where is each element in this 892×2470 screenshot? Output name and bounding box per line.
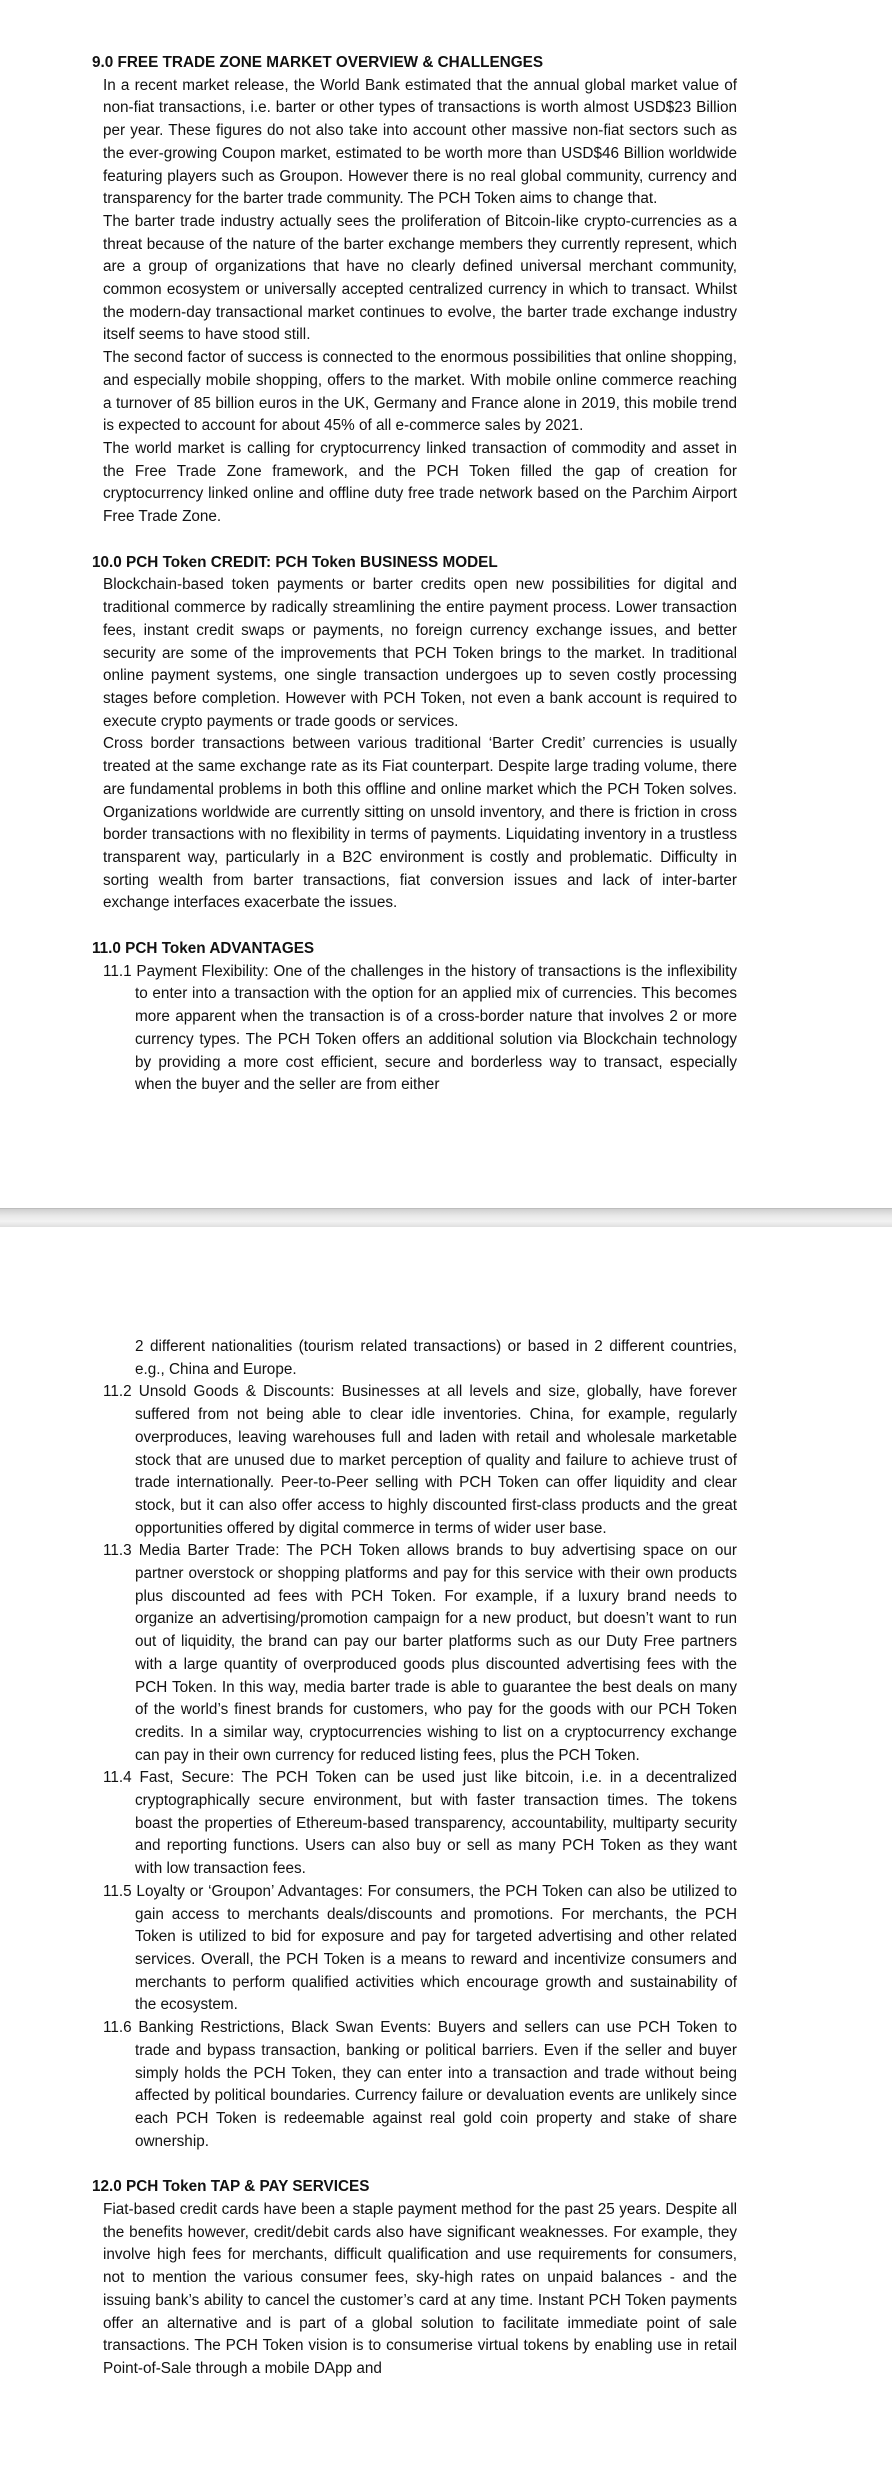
advantage-11-3: 11.3 Media Barter Trade: The PCH Token allows brands to buy advertising space on our partner overstock or shopping platforms and pay for this service with their own products plus discounted ad fees with PCH Token. For example, if a luxury brand needs to organize an advertising/promotion campaign for a new product, but doesn’t want to run out of liquidity, the brand can pay our barter platforms such as our Duty Free partners with a large quantity of overproduced goods plus discounted advertising fees with the PCH Token. In this way, media barter trade is able to guarantee the best deals on many of the world’s finest brands for customers, who pay for the goods with our PCH Token credits. In a similar way, cryptocurrencies wishing to list on a cryptocurrency exchange can pay in their own currency for reduced listing fees, plus the PCH Token. [103,1542,737,1764]
section-12-heading: 12.0 PCH Token TAP & PAY SERVICES [92,2178,370,2196]
advantage-11-2: 11.2 Unsold Goods & Discounts: Businesses at all levels and size, globally, have forever suffered from not being able to clear idle inventories. China, for example, regularly overproduces, leaving warehouses full and laden with retail and wholesale marketable stock that are unused due to market perception of quality and failure to achieve trust of trade internationally. Peer-to-Peer selling with PCH Token can offer liquidity and clear stock, but it can also offer access to highly discounted first-class products and the great opportunities offered by digital commerce in terms of wider user base. [103,1383,737,1537]
page-separator [0,1208,892,1229]
section-9-paragraph-4: The world market is calling for cryptocurrency linked transaction of commodity and asset in the Free Trade Zone framework, and the PCH Token filled the gap of creation for cryptocurrency linked online and offline duty free trade network based on the Parchim Airport Free Trade Zone. [103,439,737,526]
section-10-paragraph-1: Blockchain-based token payments or barter credits open new possibilities for digital and traditional commerce by radically streamlining the entire payment process. Lower transaction fees, instant credit swaps or payments, no foreign currency exchange issues, and better security are some of the improvements that PCH Token brings to the market. In traditional online payment systems, one single transaction undergoes up to seven costly processing stages before completion. However with PCH Token, not even a bank account is required to execute crypto payments or trade goods or services. [103,576,737,730]
advantage-11-1-continued: 2 different nationalities (tourism related transactions) or based in 2 different countries, e.g., China and Europe. [135,1338,737,1378]
section-9-heading: 9.0 FREE TRADE ZONE MARKET OVERVIEW & CHALLENGES [92,54,544,71]
page-2-content [92,1336,737,2381]
section-9-paragraph-3: The second factor of success is connected to the enormous possibilities that online shopping, and especially mobile shopping, offers to the market. With mobile online commerce reaching a turnover of 85 billion euros in the UK, Germany and France alone in 2019, this mobile trend is expected to account for about 45% of all e-commerce sales by 2021. [103,349,737,435]
advantage-11-4: 11.4 Fast, Secure: The PCH Token can be used just like bitcoin, i.e. in a decentralized cryptographically secure environment, but with faster transaction times. The tokens boast the properties of Ethereum-based transparency, accountability, multiparty security and reporting functions. Users can also buy or sell as many PCH Token as they want with low transaction fees. [103,1769,737,1878]
page-2 [0,1227,892,2470]
section-9 [92,52,737,529]
section-10 [92,552,737,915]
page-1 [0,0,892,1208]
advantage-11-1: 11.1 Payment Flexibility: One of the challenges in the history of transactions is the inflexibility to enter into a transaction with the option for an applied mix of currencies. This becomes more apparent when the transaction is of a cross-border nature that involves 2 or more currency types. The PCH Token offers an additional solution via Blockchain technology by providing a more cost efficient, secure and borderless way to transact, especially when the buyer and the seller are from either [103,962,737,1094]
section-12-paragraph-1: Fiat-based credit cards have been a staple payment method for the past 25 years. Despite all the benefits however, credit/debit cards also have significant weaknesses. For example, they involve high fees for merchants, difficult qualification and use requirements for consumers, not to mention the various consumer fees, sky-high rates on unpaid balances - and the issuing bank’s ability to cancel the customer’s card at any time. Instant PCH Token payments offer an alternative and is part of a global solution to facilitate immediate point of sale transactions. The PCH Token vision is to consumerise virtual tokens by enabling use in retail Point-of-Sale through a mobile DApp and [103,2201,737,2377]
section-10-paragraph-2: Cross border transactions between various traditional ‘Barter Credit’ currencies is usually treated at the same exchange rate as its Fiat counterpart. Despite large trading volume, there are fundamental problems in both this offline and online market which the PCH Token solves. Organizations worldwide are currently sitting on unsold inventory, and there is friction in cross border transactions with no flexibility in terms of payments. Liquidating inventory in a trustless transparent way, particularly in a B2C environment is costly and problematic. Difficulty in sorting wealth from barter transactions, fiat conversion issues and lack of inter-barter exchange interfaces exacerbate the issues. [103,735,737,912]
section-9-paragraph-2: The barter trade industry actually sees the proliferation of Bitcoin-like crypto-currencies as a threat because of the nature of the barter exchange members they currently represent, which are a group of organizations that have no clearly defined universal merchant community, common ecosystem or universally accepted centralized currency in which to transact. Whilst the modern-day transactional market continues to evolve, the barter trade exchange industry itself seems to have stood still. [103,212,737,344]
advantage-11-5: 11.5 Loyalty or ‘Groupon’ Advantages: For consumers, the PCH Token can also be utilized to gain access to merchants deals/discounts and promotions. For merchants, the PCH Token is utilized to bid for exposure and pay for targeted advertising and other related services. Overall, the PCH Token is a means to reward and incentivize consumers and merchants to perform qualified activities which encourage growth and sustainability of the ecosystem. [103,1882,737,2014]
section-9-paragraph-1: In a recent market release, the World Bank estimated that the annual global market value of non-fiat transactions, i.e. barter or other types of transactions is worth almost USD$23 Billion per year. These figures do not also take into account other massive non-fiat sectors such as the ever-growing Coupon market, estimated to be worth more than USD$46 Billion worldwide featuring players such as Groupon. However there is no real global community, currency and transparency for the barter trade community. The PCH Token aims to change that. [103,76,737,208]
page-1-content [92,52,737,1097]
section-11-start [92,938,737,1097]
section-10-heading: 10.0 PCH Token CREDIT: PCH Token BUSINESS MODEL [92,553,498,571]
section-11-continued [92,1336,737,2153]
section-11-heading: 11.0 PCH Token ADVANTAGES [92,940,315,958]
advantage-11-6: 11.6 Banking Restrictions, Black Swan Events: Buyers and sellers can use PCH Token to trade and bypass transaction, banking or political barriers. Even if the seller and buyer simply holds the PCH Token, they can enter into a transaction and trade without being affected by political boundaries. Currency failure or devaluation events are unlikely since each PCH Token is redeemable against real gold coin property and stake of share ownership. [103,2019,737,2150]
section-12 [92,2176,737,2380]
